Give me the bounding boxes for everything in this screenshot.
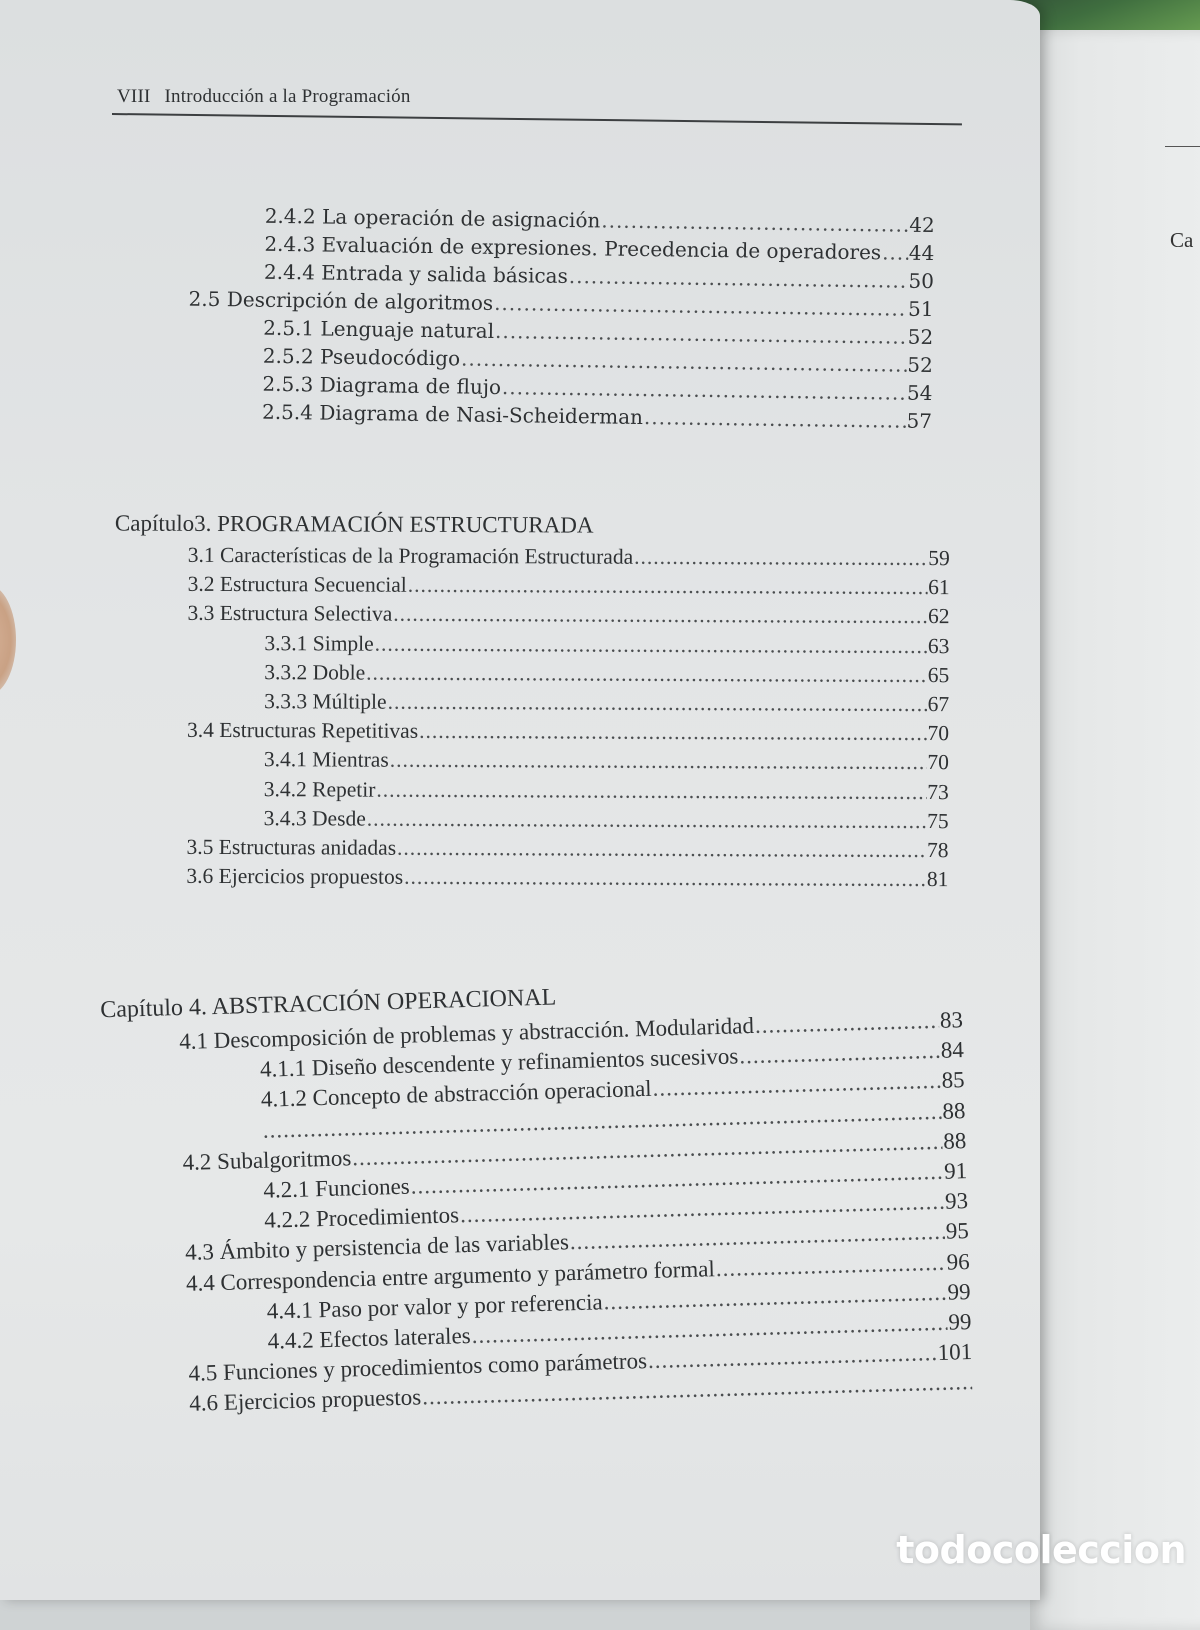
toc-entry <box>0 746 949 779</box>
dot-leader <box>375 631 927 658</box>
toc-entry-page: 52 <box>907 324 934 350</box>
toc-entry <box>0 630 949 663</box>
toc-entry-page: 83 <box>939 1007 964 1033</box>
toc-entry <box>0 775 949 808</box>
toc-entry-title: 2.5.2 Pseudocódigo <box>262 343 461 371</box>
dot-leader <box>404 865 926 892</box>
toc-entry-title: 2.5 Descripción de algoritmos <box>188 286 494 315</box>
toc-entry-page: 65 <box>927 662 950 687</box>
dot-leader <box>739 1038 940 1070</box>
toc-entry-title: 2.4.3 Evaluación de expresiones. Precedencia de operadores <box>264 231 882 265</box>
toc-entry-page: 84 <box>940 1037 965 1063</box>
page-number-roman: VIII <box>117 86 151 107</box>
toc-entry-page: 52 <box>907 352 933 378</box>
toc-entry-page: 95 <box>945 1218 970 1244</box>
header-rule <box>112 113 962 125</box>
dot-leader <box>634 545 927 571</box>
toc-entry-page: 62 <box>927 604 950 629</box>
toc-entry-page: 91 <box>943 1158 968 1184</box>
dot-leader <box>601 208 908 236</box>
toc-entry <box>0 542 950 575</box>
toc-entry-title: 3.4 Estructuras Repetitivas <box>186 717 419 743</box>
facing-page-text: Ca <box>1170 228 1194 252</box>
dot-leader <box>376 777 926 804</box>
toc-entry <box>0 600 950 633</box>
toc-entry <box>0 659 949 692</box>
dot-leader <box>461 346 907 376</box>
chapter-heading: Capítulo 4. ABSTRACCIÓN OPERACIONAL <box>99 984 557 1024</box>
dot-leader <box>715 1249 946 1281</box>
toc-entry-page: 75 <box>927 808 949 833</box>
toc-entry-page: 50 <box>908 268 935 294</box>
toc-entry <box>0 688 949 721</box>
toc-entry-title: 3.3.3 Múltiple <box>264 689 387 714</box>
toc-entry-page: 42 <box>909 212 935 238</box>
toc-entry-title: 3.5 Estructuras anidadas <box>186 834 397 860</box>
toc-entry-page: 96 <box>946 1248 971 1275</box>
toc-entry <box>0 717 949 750</box>
toc-section-2 <box>0 200 935 437</box>
toc-entry-page: 70 <box>927 721 950 746</box>
toc-entry-title: 4.2.2 Procedimientos <box>263 1202 460 1233</box>
toc-entry-page: 81 <box>926 867 949 892</box>
toc-chapter-4 <box>0 973 974 1426</box>
dot-leader <box>367 806 926 833</box>
dot-leader <box>569 264 908 293</box>
toc-entry-page: 44 <box>908 240 935 266</box>
dot-leader <box>502 375 906 405</box>
dot-leader <box>366 660 927 687</box>
toc-entry-title: 2.5.4 Diagrama de Nasi-Scheiderman <box>261 399 644 429</box>
dot-leader <box>644 405 906 433</box>
toc-entry-page: 70 <box>927 750 949 775</box>
dot-leader <box>393 602 927 629</box>
toc-entry-title: 4.1 Descomposición de problemas y abstracción. Modularidad <box>178 1012 755 1055</box>
toc-entry-page: 99 <box>948 1308 972 1335</box>
toc-entry-page: 51 <box>907 296 934 322</box>
toc-entry-title: 4.3 Ámbito y persistencia de las variables <box>184 1229 570 1266</box>
toc-entry-page: 61 <box>928 575 950 600</box>
toc-entry-title: 2.5.1 Lenguaje natural <box>263 315 495 343</box>
toc-entry-title: 3.3 Estructura Selectiva <box>187 601 393 627</box>
toc-entry-page: 88 <box>942 1097 966 1124</box>
facing-page-rule <box>1165 146 1200 147</box>
dot-leader <box>882 240 908 264</box>
toc-entry-page: 101 <box>937 1339 973 1366</box>
toc-entry-page: 99 <box>947 1278 971 1305</box>
toc-entry-page: 54 <box>906 380 933 406</box>
toc-entry-title: 3.1 Características de la Programación Estructurada <box>187 542 634 569</box>
toc-entry-page: 88 <box>942 1127 967 1154</box>
toc-entry-page: 73 <box>927 779 949 804</box>
book-title: Introducción a la Programación <box>164 86 411 107</box>
dot-leader <box>390 748 927 775</box>
toc-entry-title: 3.4.2 Repetir <box>263 776 376 802</box>
dot-leader <box>397 836 926 863</box>
toc-entry-title: 4.4.1 Paso por valor y por referencia <box>266 1288 603 1324</box>
toc-entry-title: 4.4 Correspondencia entre argumento y parámetro formal <box>185 1255 716 1296</box>
running-head <box>117 86 411 108</box>
toc-entry-page: 59 <box>928 546 950 571</box>
toc-entry <box>0 863 948 896</box>
toc-entry-title: 4.4.2 Efectos laterales <box>267 1322 471 1354</box>
facing-page <box>1030 30 1200 1630</box>
toc-entry-title: 4.1.1 Diseño descendente y refinamientos sucesivos <box>259 1043 739 1082</box>
toc-entry-title: 3.3.2 Doble <box>264 659 366 685</box>
toc-entry-title: 3.4.1 Mientras <box>263 747 389 773</box>
toc-entry-page: 67 <box>927 691 950 717</box>
toc-entry-page: 57 <box>906 408 933 434</box>
chapter-heading: Capítulo3. PROGRAMACIÓN ESTRUCTURADA <box>114 510 594 538</box>
dot-leader <box>755 1008 940 1039</box>
toc-entry-title: 3.2 Estructura Secuencial <box>187 572 407 597</box>
toc-entry-title: 3.6 Ejercicios propuestos <box>186 863 404 889</box>
toc-entry-title: 4.5 Funciones y procedimientos como parámetros <box>188 1348 648 1386</box>
dot-leader <box>495 319 907 349</box>
watermark-logo: todocoleccion <box>896 1528 1186 1572</box>
toc-entry-title: 3.3.1 Simple <box>264 630 374 656</box>
toc-entry-title: 4.2 Subalgoritmos <box>182 1145 352 1175</box>
toc-entry-page: 63 <box>927 633 950 658</box>
toc-entry-title: 3.4.3 Desde <box>263 805 366 831</box>
toc-chapter-3 <box>0 510 950 896</box>
toc-entry <box>0 805 949 838</box>
toc-entry-page: 93 <box>944 1188 969 1214</box>
dot-leader <box>419 719 927 746</box>
toc-entry <box>0 571 950 604</box>
dot-leader <box>494 291 907 321</box>
dot-leader <box>388 690 927 717</box>
toc-entry-page: 78 <box>926 837 949 863</box>
toc-entry-title: 2.4.4 Entrada y salida básicas <box>263 259 568 288</box>
toc-entry-title: 4.2.1 Funciones <box>263 1173 411 1203</box>
toc-entry-title: 2.4.2 La operación de asignación <box>264 203 601 233</box>
toc-entry-title: 4.1.2 Concepto de abstracción operacional <box>260 1076 652 1113</box>
toc-entry-page: 85 <box>941 1067 965 1094</box>
toc-entry-title: 2.5.3 Diagrama de flujo <box>262 371 502 400</box>
toc-entry-title: 4.6 Ejercicios propuestos <box>188 1384 422 1417</box>
dot-leader <box>408 573 927 600</box>
toc-entry <box>0 834 949 867</box>
